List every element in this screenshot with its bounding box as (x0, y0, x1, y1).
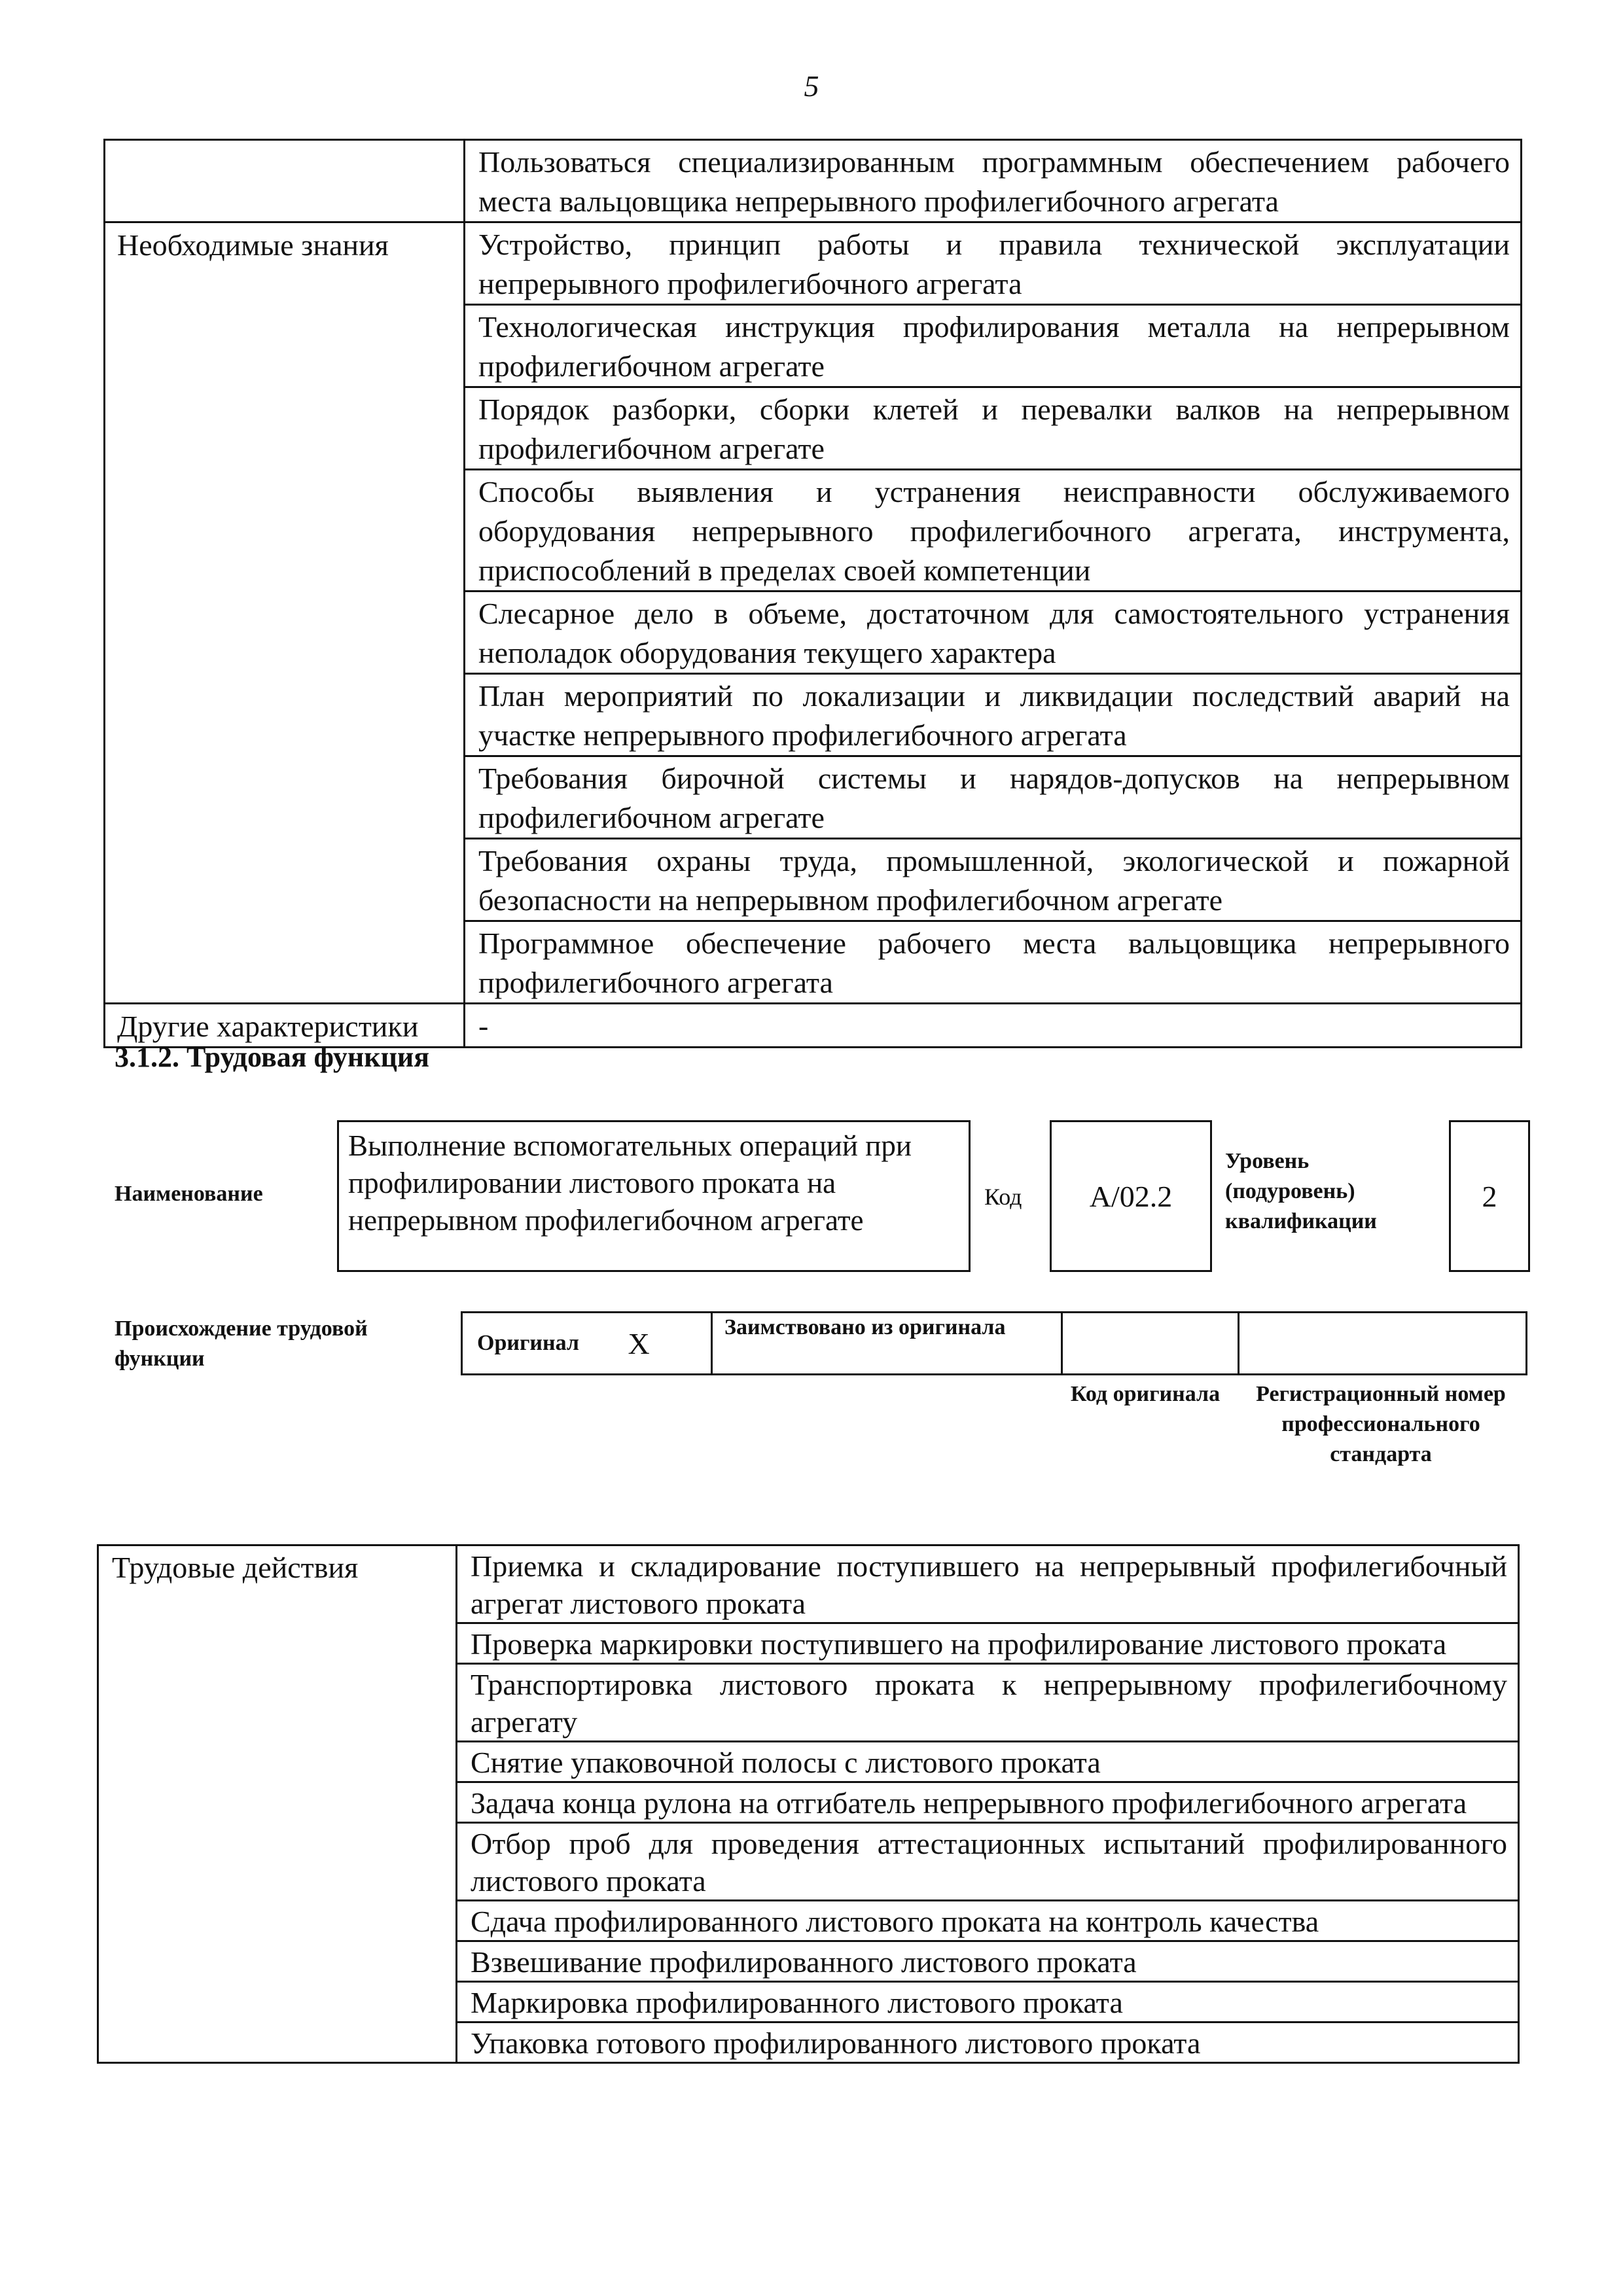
other-characteristics-value: - (465, 1004, 1522, 1048)
table-row (105, 140, 1522, 222)
table-row (105, 222, 1522, 305)
action-item: Задача конца рулона на отгибатель непрерывного профилегибочного агрегата (457, 1782, 1519, 1823)
borrowed-label: Заимствовано из оригинала (712, 1313, 1062, 1375)
other-characteristics-label: Другие характеристики (105, 1004, 465, 1048)
actions-table (97, 1544, 1520, 2064)
knowledge-label: Необходимые знания (105, 222, 465, 1004)
knowledge-item: Технологическая инструкция профилирования металла на непрерывном профилегибочном агрегате (465, 305, 1522, 387)
action-item: Отбор проб для проведения аттестационных испытаний профилированного листового проката (457, 1823, 1519, 1901)
skill-cell: Пользоваться специализированным программным обеспечением рабочего места вальцовщика непрерывного профилегибочного агрегата (465, 140, 1522, 222)
action-item: Транспортировка листового проката к непрерывному профилегибочному агрегату (457, 1664, 1519, 1742)
knowledge-item: Программное обеспечение рабочего места вальцовщика непрерывного профилегибочного агрегата (465, 921, 1522, 1004)
knowledge-item: Требования охраны труда, промышленной, экологической и пожарной безопасности на непрерывном профилегибочном агрегате (465, 839, 1522, 921)
function-code-box: A/02.2 (1050, 1120, 1212, 1272)
section-heading: 3.1.2. Трудовая функция (115, 1041, 430, 1073)
knowledge-table (103, 139, 1522, 1048)
knowledge-item: Требования бирочной системы и нарядов-допусков на непрерывном профилегибочном агрегате (465, 756, 1522, 839)
action-item: Взвешивание профилированного листового проката (457, 1941, 1519, 1982)
knowledge-item: План мероприятий по локализации и ликвидации последствий аварий на участке непрерывного профилегибочного агрегата (465, 674, 1522, 756)
action-item: Сдача профилированного листового проката на контроль качества (457, 1901, 1519, 1941)
page-number: 5 (804, 69, 819, 103)
origin-label: Происхождение трудовой функции (115, 1316, 368, 1371)
reg-number-cell (1239, 1313, 1527, 1375)
qualification-level-label: Уровень (подуровень) квалификации (1225, 1149, 1377, 1233)
table-row (462, 1313, 1527, 1375)
reg-number-caption: Регистрационный номер профессионального стандарта (1256, 1382, 1506, 1466)
origin-table (461, 1311, 1527, 1375)
knowledge-item: Порядок разборки, сборки клетей и перевалки валков на непрерывном профилегибочном агрегате (465, 387, 1522, 470)
code-original-caption: Код оригинала (1070, 1382, 1221, 1406)
actions-label: Трудовые действия (98, 1545, 457, 2063)
empty-label-cell (105, 140, 465, 222)
function-name-box: Выполнение вспомогательных операций при профилировании листового проката на непрерывном профилегибочном агрегате (337, 1120, 971, 1272)
qualification-level-box: 2 (1449, 1120, 1530, 1272)
action-item: Приемка и складирование поступившего на непрерывный профилегибочный агрегат листового проката (457, 1545, 1519, 1623)
code-original-cell (1062, 1313, 1239, 1375)
action-item: Маркировка профилированного листового проката (457, 1982, 1519, 2022)
action-item: Упаковка готового профилированного листового проката (457, 2022, 1519, 2063)
original-mark: X (626, 1313, 712, 1375)
name-label: Наименование (115, 1182, 263, 1206)
knowledge-item: Устройство, принцип работы и правила технической эксплуатации непрерывного профилегибочного агрегата (465, 222, 1522, 305)
action-item: Снятие упаковочной полосы с листового проката (457, 1742, 1519, 1782)
code-label: Код (984, 1184, 1022, 1210)
knowledge-item: Способы выявления и устранения неисправности обслуживаемого оборудования непрерывного профилегибочного агрегата, инструмента, приспособлений в пределах своей компетенции (465, 470, 1522, 592)
original-label: Оригинал (462, 1313, 626, 1375)
action-item: Проверка маркировки поступившего на профилирование листового проката (457, 1623, 1519, 1664)
knowledge-item: Слесарное дело в объеме, достаточном для самостоятельного устранения неполадок оборудования текущего характера (465, 592, 1522, 674)
table-row (98, 1545, 1519, 1623)
